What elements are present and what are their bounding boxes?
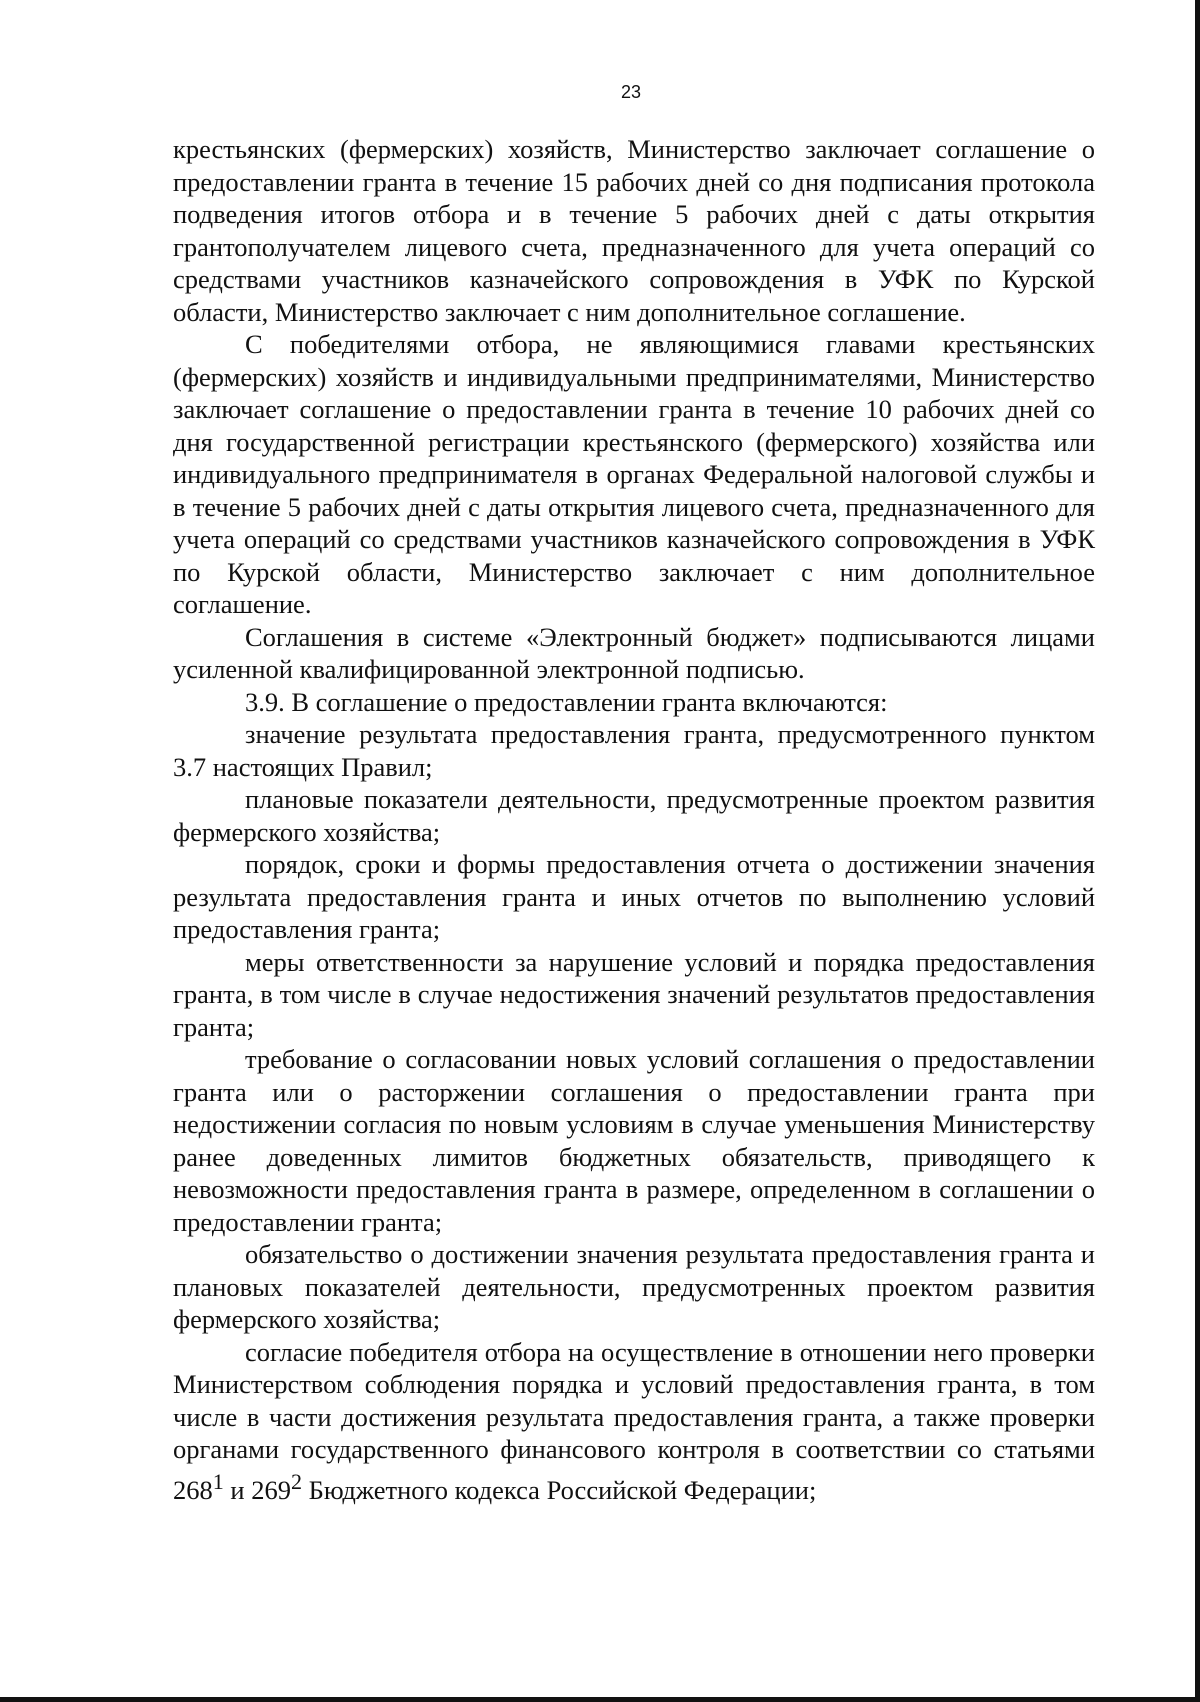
list-item: плановые показатели деятельности, предусмотренные проектом развития фермерского хозяйства; — [173, 784, 1095, 847]
page-number: 23 — [620, 82, 642, 102]
superscript: 1 — [212, 1468, 224, 1494]
text-fragment: и 269 — [223, 1474, 291, 1505]
list-item: меры ответственности за нарушение условий и порядка предоставления гранта, в том числе в случае недостижения значений результатов предоставления гранта; — [173, 946, 1095, 1042]
text-fragment: Бюджетного кодекса Российской Федерации; — [302, 1474, 817, 1505]
list-item-last — [173, 1336, 1095, 1506]
paragraph: Соглашения в системе «Электронный бюджет» подписываются лицами усиленной квалифицированной электронной подписью. — [173, 621, 1095, 684]
paragraph: С победителями отбора, не являющимися главами крестьянских (фермерских) хозяйств и индивидуальными предпринимателями, Министерство заключает соглашение о предоставлении гранта в течение 10 рабочих дней со дня государственной регистрации крестьянского (фермерского) хозяйства или индивидуального предпринимателя в органах Федеральной налоговой службы и в течение 5 рабочих дней с даты открытия лицевого счета, предназначенного для учета операций со средствами участников казначейского сопровождения в УФК по Курской области, Министерство заключает с ним дополнительное соглашение. — [173, 329, 1095, 619]
scan-border-bottom — [0, 1697, 1200, 1702]
document-body — [173, 133, 1095, 1506]
list-item: требование о согласовании новых условий соглашения о предоставлении гранта или о расторжении соглашения о предоставлении гранта при недостижении согласия по новым условиям в случае уменьшения Министерству ранее доведенных лимитов бюджетных обязательств, приводящего к невозможности предоставления гранта в размере, определенном в соглашении о предоставлении гранта; — [173, 1044, 1095, 1237]
list-item: обязательство о достижении значения результата предоставления гранта и плановых показателей деятельности, предусмотренных проектом развития фермерского хозяйства; — [173, 1239, 1095, 1334]
scan-border-right — [1195, 0, 1200, 1702]
paragraph: крестьянских (фермерских) хозяйств, Министерство заключает соглашение о предоставлении гранта в течение 15 рабочих дней со дня подписания протокола подведения итогов отбора и в течение 5 рабочих дней с даты открытия грантополучателем лицевого счета, предназначенного для учета операций со средствами участников казначейского сопровождения в УФК по Курской области, Министерство заключает с ним дополнительное соглашение. — [173, 134, 1095, 327]
section-heading-3-9: 3.9. В соглашение о предоставлении гранта включаются: — [245, 686, 888, 717]
superscript: 2 — [290, 1468, 303, 1494]
list-item: значение результата предоставления гранта, предусмотренного пунктом 3.7 настоящих Правил; — [173, 719, 1095, 782]
list-item: порядок, сроки и формы предоставления отчета о достижении значения результата предоставления гранта и иных отчетов по выполнению условий предоставления гранта; — [173, 849, 1095, 944]
text-fragment: согласие победителя отбора на осуществление в отношении него проверки Министерством соблюдения порядка и условий предоставления гранта, в том числе в части достижения результата предоставления гранта, а также проверки органами государственного финансового контроля в соответствии со статьями 268 — [173, 1336, 1095, 1505]
